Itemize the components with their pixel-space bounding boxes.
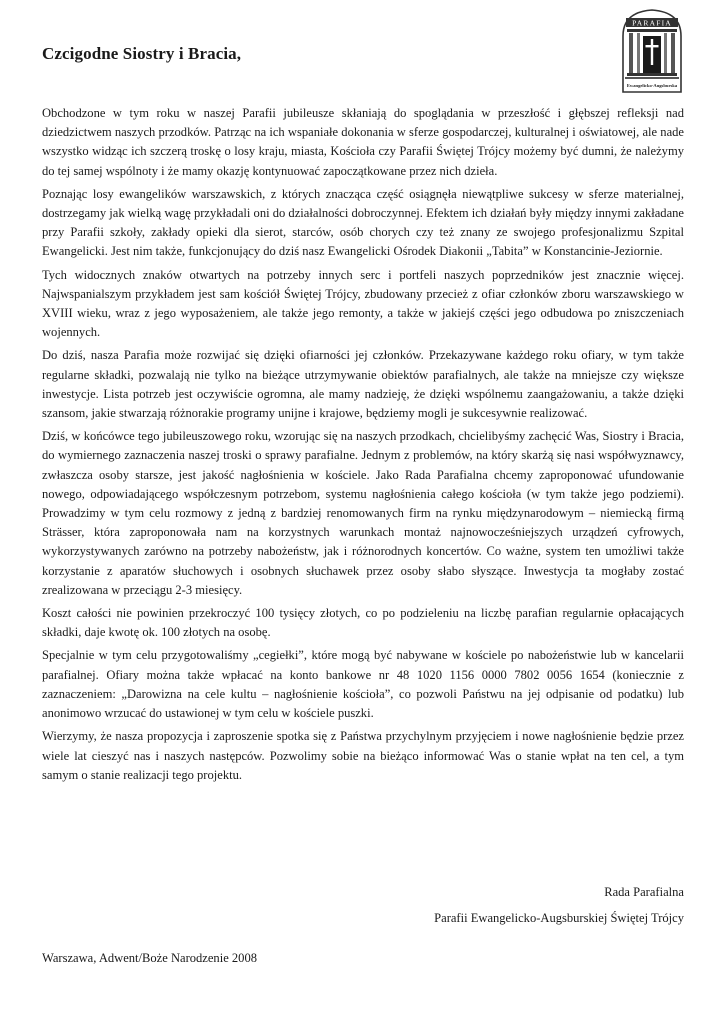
letter-body (42, 104, 684, 789)
place-date: Warszawa, Adwent/Boże Narodzenie 2008 (42, 951, 257, 965)
paragraph-4: Do dziś, nasza Parafia może rozwijać się dzięki ofiarności jej członków. Przekazywane każdego roku ofiary, w tym także regularne składki, pozwalają nie tylko na bieżące utrzymywanie obiektów parafialnych, ale także na mniejsze czy większe inwestycje. Lista potrzeb jest oczywiście ogromna, ale mamy nadzieję, że dzięki wspólnemu zaangażowaniu, a także dzięki szansom, jakie stwarzają różnorakie programy unijne i krajowe, będziemy mogli je sukcesywnie realizować. (42, 348, 684, 421)
signature-line-parish: Parafii Ewangelicko-Augsburskiej Świętej Trójcy (434, 911, 684, 925)
paragraph-1: Obchodzone w tym roku w naszej Parafii jubileusze skłaniają do spoglądania w przeszłość i głębszej refleksji nad dziedzictwem naszych przodków. Patrząc na ich wspaniałe dokonania w sferze gospodarczej, kulturalnej i oświatowej, ale nade wszystko widząc ich szczerą troskę o losy kraju, miasta, Kościoła czy Parafii Świętej Trójcy możemy być dumni, że należymy do tej samej wspólnoty i że mamy okazję kontynuować zapoczątkowane przez nich dzieła. (42, 106, 684, 178)
paragraph-5: Dziś, w końcówce tego jubileuszowego roku, wzorując się na naszych przodkach, chcielibyśmy zachęcić Was, Siostry i Bracia, do wymiernego zaznaczenia naszej troski o sprawy parafialne. Jednym z problemów, na który skarżą się nasi współwyznawcy, zwłaszcza osoby starsze, jest jakość nagłośnienia w kościele. Jako Rada Parafialna chcemy zaproponować ufundowanie nowego, odpowiadającego współczesnym potrzebom, systemu nagłośnienia całego kościoła (w tym także jego podziemi). Prowadzimy w tym celu rozmowy z jedną z bardziej renomowanych firm na rynku międzynarodowym – niemiecką firmą Strässer, która zaproponowała nam na korzystnych warunkach montaż najnowocześniejszych urządzeń cyfrowych, wykorzystywanych zarówno na potrzeby nabożeństw, jak i różnorodnych koncertów. Co ważne, system ten umożliwi także korzystanie z aparatów słuchowych i osobnych słuchawek przez osoby słabo słyszące. Inwestycja ta mogłaby zostać zrealizowana w przeciągu 2-3 miesięcy. (42, 429, 684, 597)
church-cross-logo-icon (619, 6, 685, 96)
paragraph-6: Koszt całości nie powinien przekroczyć 100 tysięcy złotych, co po podzieleniu na liczbę parafian regularnie opłacających składki, daje kwotę ok. 100 złotych na osobę. (42, 606, 684, 640)
signature-block (284, 879, 684, 931)
paragraph-3: Tych widocznych znaków otwartych na potrzeby innych serc i portfeli naszych poprzedników jest znacznie więcej. Najwspanialszym przykładem jest sam kościół Świętej Trójcy, zbudowany przecież z ofiar członków zboru warszawskiego w XVIII wieku, wraz z jego wyposażeniem, ale także jego remonty, a także w jakiejś części jego odbudowa po zniszczeniach wojennych. (42, 267, 684, 340)
logo-bottom-text: Ewangelicko-Augsburska (626, 83, 678, 88)
paragraph-8: Wierzymy, że nasza propozycja i zaproszenie spotka się z Państwa przychylnym przyjęciem i nowe nagłośnienie będzie przez wiele lat cieszyć nas i naszych następców. Pozwolimy sobie na bieżąco informować Was o stanie wpłat na ten cel, a tym samym o stanie realizacji tego projektu. (42, 729, 684, 782)
paragraph-7: Specjalnie w tym celu przygotowaliśmy „cegiełki”, które mogą być nabywane w kościele po nabożeństwie lub w kancelarii parafialnej. Ofiary można także wpłacać na konto bankowe nr 48 1020 1156 0000 7802 0056 1654 (koniecznie z zaznaczeniem: „Darowizna na cele kultu – nagłośnienie kościoła”, co pozwoli Państwu na jej odpisanie od podatku) lub anonimowo wrzucać do ustawionej w tym celu w kościele puszki. (42, 648, 684, 721)
paragraph-2: Poznając losy ewangelików warszawskich, z których znacząca część osiągnęła niewątpliwe sukcesy w sferze materialnej, dostrzegamy jak wielką wagę przykładali oni do działalności dobroczynnej. Efektem ich działań były między innymi zakładane przy Parafii szkoły, zakłady opieki dla sierot, starców, osób chorych czy też znany ze swojego profesjonalizmu Szpital Ewangelicki. Jest nim także, funkcjonujący do dziś nasz Ewangelicki Ośrodek Diakonii „Tabita” w Konstancinie-Jeziornie. (42, 186, 684, 259)
salutation: Czcigodne Siostry i Bracia, (42, 44, 242, 63)
signature-line-council: Rada Parafialna (604, 885, 684, 899)
logo-top-text: PARAFIA (632, 18, 672, 28)
parish-logo (619, 6, 685, 96)
